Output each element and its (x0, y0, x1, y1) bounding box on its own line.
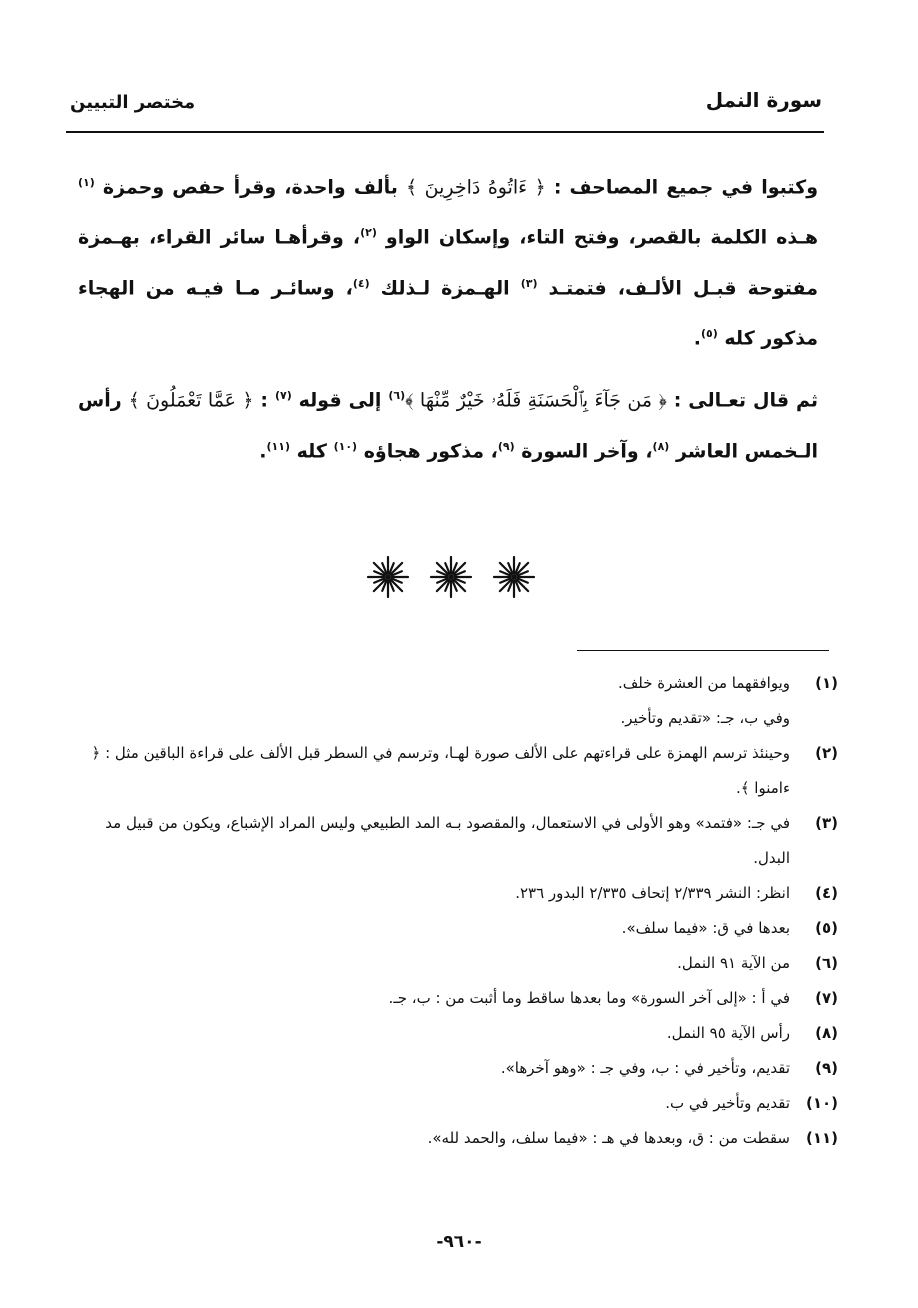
footnote-ref[interactable]: (٨) (652, 439, 670, 453)
footnote-text: انظر: النشر ٢/٣٣٩ إتحاف ٢/٣٣٥ البدور ٢٣٦. (515, 884, 790, 902)
footnote-ref[interactable]: (٢) (360, 226, 377, 240)
footnote-2 (80, 736, 838, 806)
footnote-5 (80, 911, 838, 946)
text-segment: هـذه الكلمة بالقصر، وفتح التاء، وإسكان الواو (376, 226, 819, 249)
paragraph-2 (78, 373, 818, 474)
footnote-text: في أ : «إلى آخر السورة» وما بعدها ساقط وما أثبت من : ب، جـ. (388, 989, 790, 1007)
text-segment: بألف واحدة، وقرأ حفص وحمزة (94, 176, 406, 199)
footnote-1 (80, 666, 838, 701)
footnote-ref[interactable]: (٦) (388, 389, 406, 403)
footnote-9 (80, 1051, 838, 1086)
footnote-number: (٦) (815, 954, 838, 972)
section-separator (366, 555, 536, 599)
footnote-text: في جـ: «فتمد» وهو الأولى في الاستعمال، والمقصود بـه المد الطبيعي وليس المراد الإشباع، ويكون من قبيل مد البدل. (105, 814, 790, 867)
footnote-4 (80, 876, 838, 911)
text-segment: ثم قال تعـالى : (666, 389, 818, 412)
text-segment: ، وقرأهـا سائر القراء، بهـمزة مفتوحة قبـل الألـف، فتمتـد (78, 226, 818, 299)
footnote-number: (١٠) (805, 1094, 838, 1112)
starburst-icon (429, 555, 473, 599)
text-segment: ، وآخر السورة (514, 439, 653, 462)
quran-quote: ﴿ مَن جَآءَ بِٱلْحَسَنَةِ فَلَهُۥ خَيْرٌ مِّنْهَا ﴾ (405, 389, 667, 412)
text-segment: كله (290, 439, 334, 462)
page-number: -٩٦٠- (436, 1232, 482, 1252)
starburst-icon (492, 555, 536, 599)
footnote-number: (٢) (815, 744, 838, 762)
footnote-text: من الآية ٩١ النمل. (677, 954, 790, 972)
text-segment: وكتبوا في جميع المصاحف : (545, 176, 819, 199)
footnote-1-line-2: وفي ب، جـ: «تقديم وتأخير. (620, 709, 790, 727)
footnote-number: (٥) (815, 919, 838, 937)
footnote-text: رأس الآية ٩٥ النمل. (666, 1024, 790, 1042)
footnote-ref[interactable]: (٤) (352, 276, 370, 290)
footnote-number: (١١) (805, 1129, 838, 1147)
text-segment: : (253, 389, 275, 412)
footnote-text: بعدها في ق: «فيما سلف». (621, 919, 790, 937)
footnote-ref[interactable]: (١١) (266, 439, 291, 453)
footnote-number: (١) (815, 674, 838, 692)
footnote-number: (٧) (815, 989, 838, 1007)
text-segment: ، وسائـر مـا فيـه من الهجاء مذكور كله (78, 276, 818, 350)
footnote-10 (80, 1086, 838, 1121)
footnote-text: تقديم، وتأخير في : ب، وفي جـ : «وهو آخرها». (500, 1059, 790, 1077)
footnote-3 (80, 806, 838, 876)
footnote-text: تقديم وتأخير في ب. (665, 1094, 790, 1112)
footnote-number: (٨) (815, 1024, 838, 1042)
text-segment: ، مذكور هجاؤه (357, 439, 498, 462)
surah-header: سورة النمل (705, 88, 822, 112)
header-divider (66, 131, 824, 133)
footnote-text: وحينئذ ترسم الهمزة على قراءتهم على الألف صورة لهـا، وترسم في السطر قبل الألف على قراءة الباقين مثل : ﴿ ءامنوا ﴾. (91, 744, 790, 797)
paragraph-1 (78, 160, 818, 361)
footnote-ref[interactable]: (٧) (274, 389, 292, 403)
book-title-header: مختصر التبيين (70, 92, 196, 113)
footnote-divider (577, 650, 829, 651)
footnote-number: (٤) (815, 884, 838, 902)
footnote-ref[interactable]: (١) (78, 176, 95, 189)
footnotes (80, 666, 838, 1156)
footnote-number: (٣) (815, 814, 838, 832)
footnote-text: ويوافقهما من العشرة خلف. (617, 674, 790, 692)
text-segment: . (693, 327, 702, 350)
footnote-6 (80, 946, 838, 981)
text-segment: . (259, 439, 267, 462)
footnote-ref[interactable]: (١٠) (333, 439, 358, 453)
quran-quote: ﴿ عَمَّا تَعْمَلُونَ ﴾ (128, 389, 254, 412)
text-segment: رأس الـخمس العاشر (78, 389, 818, 462)
text-segment: الهـمزة لـذلك (369, 276, 521, 299)
footnote-number: (٩) (815, 1059, 838, 1077)
footnote-11 (80, 1121, 838, 1156)
main-text (78, 160, 818, 474)
footnote-ref[interactable]: (٥) (701, 326, 718, 340)
footnote-ref[interactable]: (٩) (497, 439, 515, 453)
quran-quote: ﴿ ءَاتُوهُ دَاخِرِينَ ﴾ (405, 176, 546, 199)
starburst-icon (366, 555, 410, 599)
footnote-ref[interactable]: (٣) (520, 276, 538, 290)
footnote-7 (80, 981, 838, 1016)
footnote-8 (80, 1016, 838, 1051)
footnote-text: سقطت من : ق، وبعدها في هـ : «فيما سلف، والحمد لله». (427, 1129, 790, 1147)
text-segment: إلى قوله (291, 389, 389, 412)
